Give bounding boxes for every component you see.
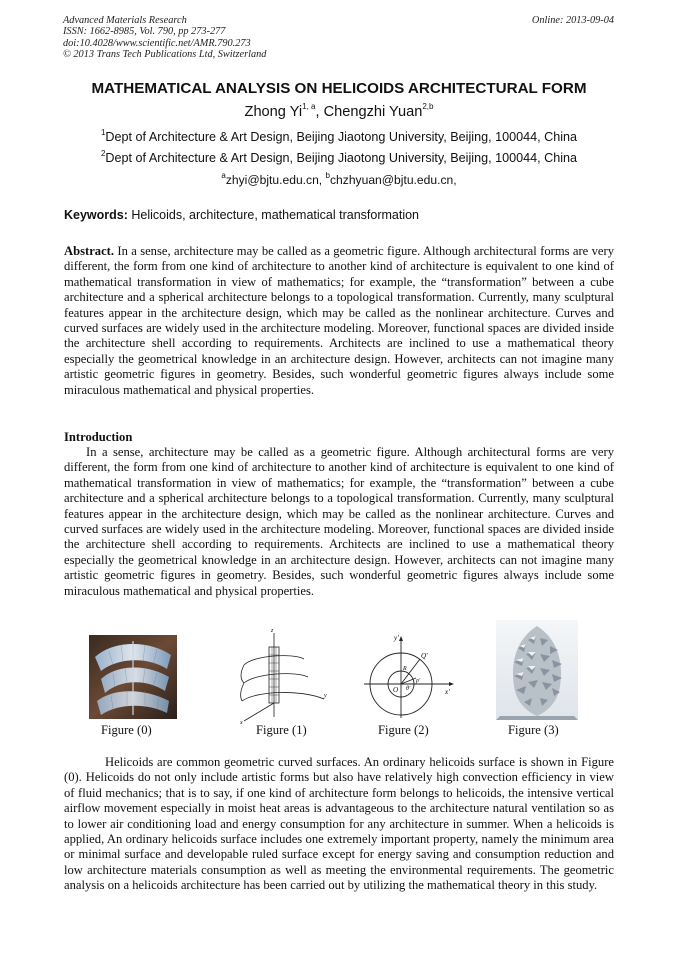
author-2-sup: 2,b xyxy=(422,102,434,111)
email-line xyxy=(0,173,678,187)
keywords-text: Helicoids, architecture, mathematical transformation xyxy=(127,208,419,222)
email-b-sup: b xyxy=(325,171,330,180)
figure-3-image xyxy=(496,620,578,720)
paper-title: MATHEMATICAL ANALYSIS ON HELICOIDS ARCHITECTURAL FORM xyxy=(91,80,587,97)
author-line xyxy=(0,104,678,120)
journal-name: Advanced Materials Research xyxy=(63,15,187,26)
affiliation-1-text: Dept of Architecture & Art Design, Beijing Jiaotong University, Beijing, 100044, China xyxy=(105,130,578,144)
abstract-text: In a sense, architecture may be called as a geometric figure. Although architectural forms are very different, the form from one kind of architecture to another kind of architecture is equivalent to one kind of mathematical transformation in view of mathematics; for example, the “transformation” between a cube architecture and a spherical architecture belongs to a topological transformation. Currently, many sculptural features appear in the architecture design, which may be called as the nonlinear architecture. Curves and curved surfaces are widely used in the architecture modeling. Moreover, functional spaces are divided inside the architecture shell according to requirements. Architects are inclined to use a mathematical theory especially the geometrical knowledge in an architecture design. However, architects can not imagine many artistic geometric figures in geometry. Besides, such wonderful geometric figures always include some miraculous mathematical and physical properties. xyxy=(64,244,614,397)
email-a-sup: a xyxy=(221,171,226,180)
abstract-label: Abstract. xyxy=(64,244,115,258)
introduction-paragraph: In a sense, architecture may be called as a geometric figure. Although architectural forms are very different, the form from one kind of architecture to another kind of architecture is equivalent to one kind of mathematical transformation in view of mathematics; for example, the “transformation” between a cube architecture and a spherical architecture belongs to a topological transformation. Currently, many sculptural features appear in the architecture design, which may be called as the nonlinear architecture. Curves and curved surfaces are widely used in the architecture modeling. Moreover, functional spaces are divided inside the architecture shell according to requirements. Architects are inclined to use a mathematical theory especially the geometrical knowledge in an architecture design. However, architects can not imagine many artistic geometric figures in geometry. Besides, such wonderful geometric figures always include some miraculous mathematical and physical properties. xyxy=(64,445,614,598)
keywords-label: Keywords: xyxy=(64,208,128,222)
author-2: Chengzhi Yuan xyxy=(323,104,423,120)
figure-2-diagram xyxy=(356,632,456,722)
figure-1-x-label: x xyxy=(240,720,243,725)
introduction-heading: Introduction xyxy=(64,430,133,444)
figure-2-rho-label: ρ' xyxy=(416,678,421,684)
keywords-line xyxy=(64,208,419,222)
figure-row xyxy=(64,620,614,740)
affiliation-2-sup: 2 xyxy=(100,149,106,158)
figure-3-caption: Figure (3) xyxy=(508,723,559,737)
journal-header xyxy=(63,15,266,61)
figure-2-origin-label: O xyxy=(393,686,399,694)
helicoid-paragraph: Helicoids are common geometric curved surfaces. An ordinary helicoids surface is shown in Figure (0). Helicoids do not only include artistic forms but also have relatively high convection efficiency in view of fluid mechanics; that is to say, if one kind of architecture form belongs to helicoids, the intensive vertical airflow movement especially in moist heat areas is advantageous to the architecture natural ventilation so as to lower air conditioning load and energy consumption for any architecture in summer. When a helicoids is applied, An ordinary helicoids surface includes one extremely important property, namely the minimum area or minimal surface and developable ruled surface except for energy saving and consumption reduction and low architecture materials consumption as well as meeting the environmental requirements. The geometric analysis on a helicoids architecture has been carried out by utilizing the mathematical theory in this study. xyxy=(64,755,614,893)
figure-2-caption: Figure (2) xyxy=(378,723,429,737)
figure-2-q-label: Q' xyxy=(421,652,428,660)
abstract-paragraph xyxy=(64,244,614,398)
copyright-line: © 2013 Trans Tech Publications Ltd, Switzerland xyxy=(63,49,267,61)
author-1: Zhong Yi xyxy=(244,104,303,120)
author-1-sup: 1, a xyxy=(302,102,316,111)
author-separator: , xyxy=(315,104,324,120)
online-date: Online: 2013-09-04 xyxy=(531,15,614,26)
affiliation-1 xyxy=(0,130,678,144)
figure-2-theta-label: θ' xyxy=(406,686,411,692)
figure-0-caption: Figure (0) xyxy=(101,723,152,737)
doi-line: doi:10.4028/www.scientific.net/AMR.790.273 xyxy=(63,37,251,49)
email-b[interactable]: chzhyuan@bjtu.edu.cn, xyxy=(330,173,457,187)
figure-2-r-label: R xyxy=(403,666,407,672)
figure-2-y-label: y' xyxy=(394,634,399,642)
email-a[interactable]: zhyi@bjtu.edu.cn, xyxy=(225,173,326,187)
figure-2-x-label: x' xyxy=(445,688,450,696)
figure-0-image xyxy=(89,635,177,719)
issn-line: ISSN: 1662-8985, Vol. 790, pp 273-277 xyxy=(63,26,226,38)
affiliation-2 xyxy=(0,151,678,165)
figure-1-caption: Figure (1) xyxy=(256,723,307,737)
affiliation-2-text: Dept of Architecture & Art Design, Beijing Jiaotong University, Beijing, 100044, China xyxy=(105,151,578,165)
figure-1-y-label: y xyxy=(324,693,327,699)
figure-1-z-label: z xyxy=(271,628,274,634)
figure-1-diagram xyxy=(234,625,334,725)
affiliation-1-sup: 1 xyxy=(100,128,106,137)
